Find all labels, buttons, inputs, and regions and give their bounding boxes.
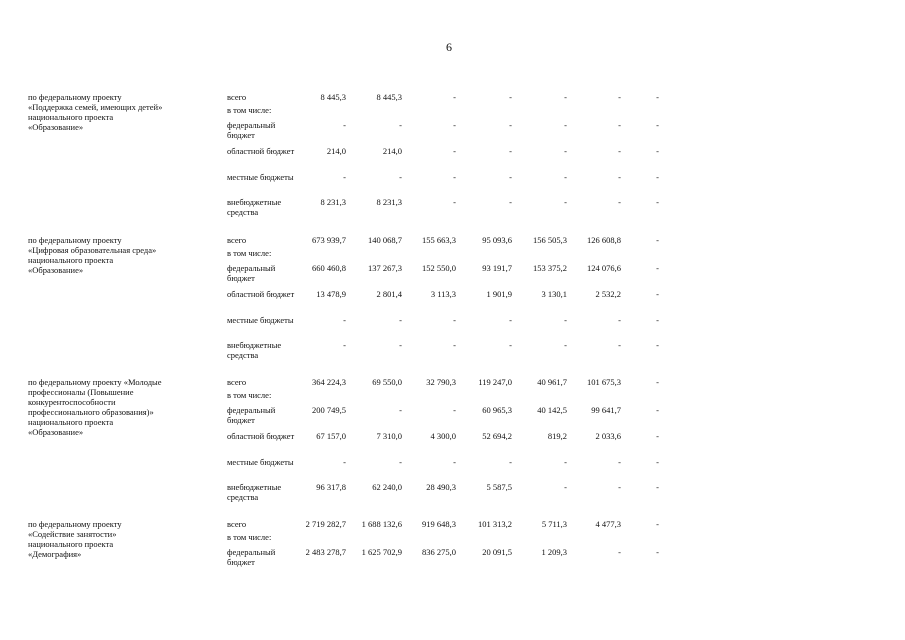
value-cell: - bbox=[618, 315, 621, 325]
value-cell: 4 300,0 bbox=[430, 431, 456, 441]
source-label: федеральный бюджет bbox=[227, 405, 276, 425]
source-label: местные бюджеты bbox=[227, 315, 294, 325]
value-cell: - bbox=[656, 197, 659, 207]
value-cell: 95 093,6 bbox=[482, 235, 512, 245]
value-cell: - bbox=[453, 340, 456, 350]
value-cell: 1 688 132,6 bbox=[361, 519, 402, 529]
value-cell: - bbox=[509, 92, 512, 102]
value-cell: 99 641,7 bbox=[591, 405, 621, 415]
value-cell: 67 157,0 bbox=[316, 431, 346, 441]
project-name: по федеральному проекту «Содействие занятости» национального проекта «Демография» bbox=[28, 519, 122, 559]
value-cell: - bbox=[453, 197, 456, 207]
source-label: внебюджетные средства bbox=[227, 340, 282, 360]
value-cell: - bbox=[453, 315, 456, 325]
value-cell: - bbox=[618, 197, 621, 207]
value-cell: 2 719 282,7 bbox=[305, 519, 346, 529]
source-label: в том числе: bbox=[227, 532, 272, 542]
value-cell: - bbox=[343, 315, 346, 325]
value-cell: 124 076,6 bbox=[587, 263, 621, 273]
value-cell: - bbox=[343, 120, 346, 130]
value-cell: - bbox=[656, 92, 659, 102]
value-cell: - bbox=[564, 315, 567, 325]
value-cell: - bbox=[618, 146, 621, 156]
value-cell: - bbox=[656, 482, 659, 492]
value-cell: 819,2 bbox=[547, 431, 567, 441]
value-cell: - bbox=[509, 197, 512, 207]
value-cell: 836 275,0 bbox=[422, 547, 456, 557]
value-cell: - bbox=[453, 92, 456, 102]
value-cell: - bbox=[564, 482, 567, 492]
value-cell: 2 483 278,7 bbox=[305, 547, 346, 557]
value-cell: 214,0 bbox=[326, 146, 346, 156]
project-name: по федеральному проекту «Молодые профессионалы (Повышение конкурентоспособности профессионального образования)» национального проекта «Образование» bbox=[28, 377, 162, 437]
value-cell: - bbox=[453, 457, 456, 467]
row-local bbox=[0, 315, 905, 339]
value-cell: 101 313,2 bbox=[478, 519, 512, 529]
row-federal bbox=[0, 405, 905, 429]
value-cell: - bbox=[656, 315, 659, 325]
value-cell: - bbox=[399, 340, 402, 350]
value-cell: 137 267,3 bbox=[368, 263, 402, 273]
source-label: федеральный бюджет bbox=[227, 547, 276, 567]
value-cell: - bbox=[453, 172, 456, 182]
value-cell: 1 901,9 bbox=[486, 289, 512, 299]
value-cell: 4 477,3 bbox=[595, 519, 621, 529]
value-cell: - bbox=[618, 340, 621, 350]
value-cell: - bbox=[618, 482, 621, 492]
row-federal bbox=[0, 263, 905, 287]
value-cell: - bbox=[453, 405, 456, 415]
source-label: местные бюджеты bbox=[227, 457, 294, 467]
row-federal bbox=[0, 120, 905, 144]
value-cell: 13 478,9 bbox=[316, 289, 346, 299]
value-cell: 119 247,0 bbox=[478, 377, 512, 387]
value-cell: - bbox=[656, 519, 659, 529]
source-label: внебюджетные средства bbox=[227, 197, 282, 217]
value-cell: 8 231,3 bbox=[320, 197, 346, 207]
source-label: областной бюджет bbox=[227, 146, 295, 156]
value-cell: - bbox=[399, 120, 402, 130]
value-cell: - bbox=[618, 547, 621, 557]
value-cell: 200 749,5 bbox=[312, 405, 346, 415]
value-cell: - bbox=[656, 457, 659, 467]
value-cell: 140 068,7 bbox=[368, 235, 402, 245]
value-cell: - bbox=[656, 340, 659, 350]
value-cell: - bbox=[453, 146, 456, 156]
value-cell: 2 532,2 bbox=[595, 289, 621, 299]
value-cell: 8 445,3 bbox=[320, 92, 346, 102]
source-label: федеральный бюджет bbox=[227, 120, 276, 140]
value-cell: - bbox=[656, 431, 659, 441]
source-label: в том числе: bbox=[227, 248, 272, 258]
value-cell: - bbox=[509, 457, 512, 467]
value-cell: 5 587,5 bbox=[486, 482, 512, 492]
source-label: областной бюджет bbox=[227, 289, 295, 299]
value-cell: 7 310,0 bbox=[376, 431, 402, 441]
value-cell: 52 694,2 bbox=[482, 431, 512, 441]
source-label: областной бюджет bbox=[227, 431, 295, 441]
value-cell: - bbox=[656, 172, 659, 182]
value-cell: - bbox=[399, 405, 402, 415]
value-cell: - bbox=[509, 315, 512, 325]
value-cell: 660 460,8 bbox=[312, 263, 346, 273]
value-cell: 1 625 702,9 bbox=[361, 547, 402, 557]
row-local bbox=[0, 172, 905, 196]
value-cell: 62 240,0 bbox=[372, 482, 402, 492]
value-cell: 2 801,4 bbox=[376, 289, 402, 299]
value-cell: 673 939,7 bbox=[312, 235, 346, 245]
value-cell: - bbox=[656, 263, 659, 273]
value-cell: 155 663,3 bbox=[422, 235, 456, 245]
value-cell: 126 608,8 bbox=[587, 235, 621, 245]
value-cell: - bbox=[656, 547, 659, 557]
value-cell: 2 033,6 bbox=[595, 431, 621, 441]
value-cell: - bbox=[564, 457, 567, 467]
project-name: по федеральному проекту «Цифровая образовательная среда» национального проекта «Образование» bbox=[28, 235, 157, 275]
source-label: в том числе: bbox=[227, 105, 272, 115]
value-cell: - bbox=[509, 340, 512, 350]
row-federal bbox=[0, 547, 905, 571]
value-cell: - bbox=[656, 289, 659, 299]
value-cell: 60 965,3 bbox=[482, 405, 512, 415]
value-cell: - bbox=[656, 377, 659, 387]
row-extrabudget bbox=[0, 340, 905, 364]
value-cell: 3 113,3 bbox=[430, 289, 456, 299]
value-cell: 364 224,3 bbox=[312, 377, 346, 387]
value-cell: 20 091,5 bbox=[482, 547, 512, 557]
value-cell: 156 505,3 bbox=[533, 235, 567, 245]
value-cell: 5 711,3 bbox=[541, 519, 567, 529]
value-cell: 93 191,7 bbox=[482, 263, 512, 273]
row-extrabudget bbox=[0, 197, 905, 221]
source-label: всего bbox=[227, 92, 247, 102]
row-regional bbox=[0, 146, 905, 170]
value-cell: 8 231,3 bbox=[376, 197, 402, 207]
value-cell: - bbox=[343, 457, 346, 467]
source-label: всего bbox=[227, 377, 247, 387]
row-extrabudget bbox=[0, 482, 905, 506]
value-cell: 96 317,8 bbox=[316, 482, 346, 492]
value-cell: - bbox=[656, 120, 659, 130]
row-regional bbox=[0, 431, 905, 455]
value-cell: - bbox=[564, 146, 567, 156]
value-cell: 919 648,3 bbox=[422, 519, 456, 529]
value-cell: 40 142,5 bbox=[537, 405, 567, 415]
value-cell: - bbox=[564, 92, 567, 102]
source-label: местные бюджеты bbox=[227, 172, 294, 182]
value-cell: - bbox=[399, 457, 402, 467]
project-name: по федеральному проекту «Поддержка семей, имеющих детей» национального проекта «Образование» bbox=[28, 92, 163, 132]
value-cell: - bbox=[564, 340, 567, 350]
value-cell: - bbox=[399, 172, 402, 182]
value-cell: 28 490,3 bbox=[426, 482, 456, 492]
source-label: внебюджетные средства bbox=[227, 482, 282, 502]
value-cell: 8 445,3 bbox=[376, 92, 402, 102]
value-cell: - bbox=[618, 457, 621, 467]
value-cell: - bbox=[618, 120, 621, 130]
value-cell: - bbox=[343, 172, 346, 182]
page-number: 6 bbox=[446, 40, 452, 54]
value-cell: 40 961,7 bbox=[537, 377, 567, 387]
value-cell: 153 375,2 bbox=[533, 263, 567, 273]
row-local bbox=[0, 457, 905, 481]
value-cell: - bbox=[618, 92, 621, 102]
value-cell: - bbox=[618, 172, 621, 182]
value-cell: - bbox=[343, 340, 346, 350]
source-label: в том числе: bbox=[227, 390, 272, 400]
value-cell: - bbox=[656, 235, 659, 245]
value-cell: - bbox=[564, 120, 567, 130]
value-cell: 1 209,3 bbox=[541, 547, 567, 557]
value-cell: - bbox=[656, 146, 659, 156]
value-cell: 101 675,3 bbox=[587, 377, 621, 387]
value-cell: 152 550,0 bbox=[422, 263, 456, 273]
value-cell: 214,0 bbox=[382, 146, 402, 156]
value-cell: - bbox=[453, 120, 456, 130]
value-cell: - bbox=[564, 172, 567, 182]
value-cell: 3 130,1 bbox=[541, 289, 567, 299]
value-cell: - bbox=[564, 197, 567, 207]
value-cell: - bbox=[509, 172, 512, 182]
value-cell: - bbox=[399, 315, 402, 325]
value-cell: 32 790,3 bbox=[426, 377, 456, 387]
source-label: всего bbox=[227, 235, 247, 245]
row-regional bbox=[0, 289, 905, 313]
source-label: федеральный бюджет bbox=[227, 263, 276, 283]
value-cell: - bbox=[509, 120, 512, 130]
source-label: всего bbox=[227, 519, 247, 529]
value-cell: - bbox=[656, 405, 659, 415]
value-cell: - bbox=[509, 146, 512, 156]
value-cell: 69 550,0 bbox=[372, 377, 402, 387]
